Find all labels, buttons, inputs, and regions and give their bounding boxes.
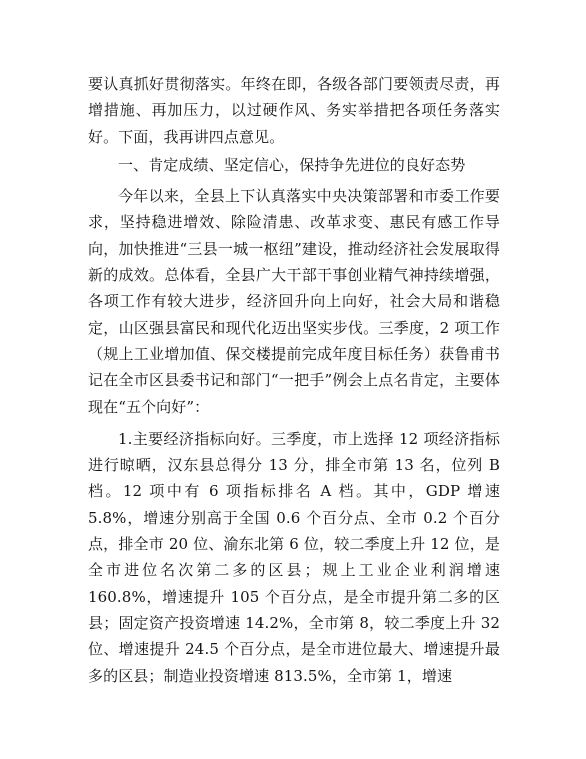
- intro-paragraph: 要认真抓好贯彻落实。年终在即，各级各部门要领责尽责，再增措施、再加压力，以过硬作风、务实举措把各项任务落实好。下面，我再讲四点意见。: [88, 75, 500, 146]
- body-paragraph: 今年以来，全县上下认真落实中央决策部署和市委工作要求，坚持稳进增效、除险清患、改革求变、惠民有感工作导向，加快推进“三县一城一枢纽”建设，推动经济社会发展取得新的成效。总体看，全县广大干部干事创业精气神持续增强，各项工作有较大进步，经济回升向上向好，社会大局和谐稳定，山区强县富民和现代化迈出坚实步伐。三季度，2 项工作（规上工业增加值、保交楼提前完成年度目标任务）获鲁甫书记在全市区县委书记和部门“一把手”例会上点名肯定，主要体现在“五个向好”：: [88, 187, 500, 416]
- section-heading: 一、肯定成绩、坚定信心，保持争先进位的良好态势: [118, 155, 466, 174]
- document-body: [88, 71, 500, 689]
- indicator-paragraph: 1.主要经济指标向好。三季度，市上选择 12 项经济指标进行晾晒，汉东县总得分 13 分，排全市第 13 名，位列 B 档。12 项中有 6 项指标排名 A 档。其中，GDP 增速 5.8%，增速分别高于全国 0.6 个百分点、全市 0.2 个百分点，排全市 20 位、渝东北第 6 位，较二季度上升 12 位，是全市进位名次第二多的区县；规上工业企业利润增速 160.8%，增速提升 105 个百分点，是全市提升第二多的区县；固定资产投资增速 14.2%，全市第 8，较二季度上升 32 位、增速提升 24.5 个百分点，是全市进位最大、增速提升最多的区县；制造业投资增速 813.5%，全市第 1，增速: [88, 429, 500, 685]
